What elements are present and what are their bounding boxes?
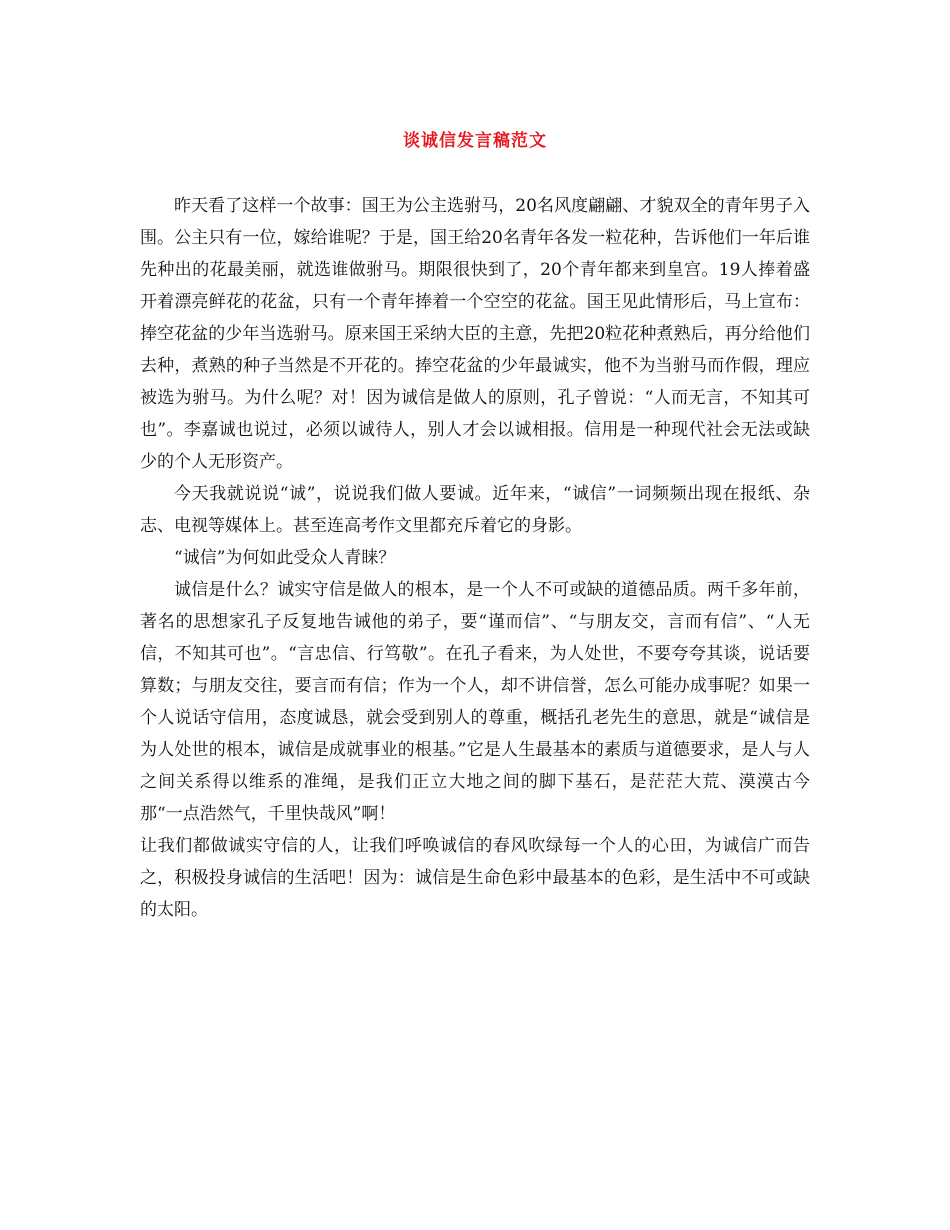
paragraph-intro: 今天我就说说“诚”，说说我们做人要诚。近年来，“诚信”一词频频出现在报纸、杂志、电视等媒体上。甚至连高考作文里都充斥着它的身影。 (140, 484, 810, 536)
paragraph-question: “诚信”为何如此受众人青睐？ (174, 548, 396, 568)
document-title: 谈诚信发言稿范文 (403, 131, 547, 151)
paragraph-definition: 诚信是什么？诚实守信是做人的根本，是一个人不可或缺的道德品质。两千多年前，著名的思想家孔子反复地告诫他的弟子，要“谨而信”、“与朋友交，言而有信”、“人无信，不知其可也”。“言忠信、行笃敬”。在孔子看来，为人处世，不要夸夸其谈，说话要算数；与朋友交往，要言而有信；作为一个人，却不讲信誉，怎么可能办成事呢？如果一个人说话守信用，态度诚恳，就会受到别人的尊重，概括孔老先生的意思，就是“诚信是为人处世的根本，诚信是成就事业的根基。”它是人生最基本的素质与道德要求，是人与人之间关系得以维系的准绳，是我们正立大地之间的脚下基石，是茫茫大荒、漠漠古今那“一点浩然气，千里快哉风”啊！ (140, 580, 810, 824)
paragraph-story: 昨天看了这样一个故事：国王为公主选驸马，20名风度翩翩、才貌双全的青年男子入围。公主只有一位，嫁给谁呢？于是，国王给20名青年各发一粒花种，告诉他们一年后谁先种出的花最美丽，就选谁做驸马。期限很快到了，20个青年都来到皇宫。19人捧着盛开着漂亮鲜花的花盆，只有一个青年捧着一个空空的花盆。国王见此情形后，马上宣布：捧空花盆的少年当选驸马。原来国王采纳大臣的主意，先把20粒花种煮熟后，再分给他们去种，煮熟的种子当然是不开花的。捧空花盆的少年最诚实，他不为当驸马而作假，理应被选为驸马。为什么呢？对！因为诚信是做人的原则，孔子曾说：“人而无言，不知其可也”。李嘉诚也说过，必须以诚待人，别人才会以诚相报。信用是一种现代社会无法或缺少的个人无形资产。 (140, 196, 810, 472)
paragraph-conclusion: 让我们都做诚实守信的人，让我们呼唤诚信的春风吹绿每一个人的心田，为诚信广而告之，积极投身诚信的生活吧！因为：诚信是生命色彩中最基本的色彩，是生活中不可或缺的太阳。 (140, 836, 810, 920)
document-body (140, 190, 810, 926)
